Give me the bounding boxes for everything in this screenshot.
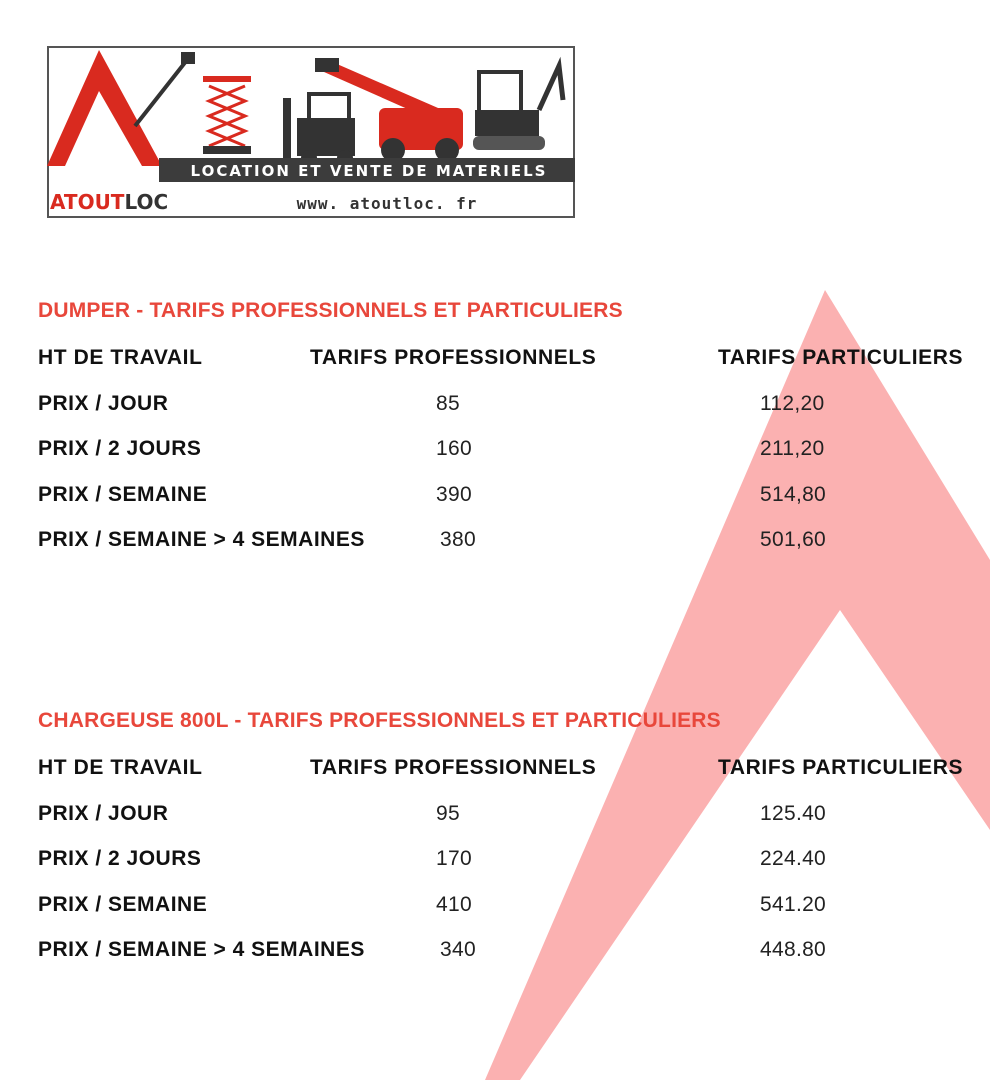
row-label: PRIX / JOUR (38, 392, 169, 415)
header-ht-de-travail: HT DE TRAVAIL (38, 756, 203, 779)
price-individual: 541.20 (760, 893, 827, 916)
header-tarifs-professionnels: TARIFS PROFESSIONNELS (310, 346, 597, 369)
price-professional: 340 (440, 938, 476, 961)
price-individual: 448.80 (760, 938, 827, 961)
logo-brand-part1: ATOUT (50, 190, 125, 214)
logo-website: www. atoutloc. fr (296, 194, 478, 213)
header-tarifs-particuliers: TARIFS PARTICULIERS (718, 756, 964, 779)
header-ht-de-travail: HT DE TRAVAIL (38, 346, 203, 369)
price-individual: 514,80 (760, 483, 827, 506)
section-title: CHARGEUSE 800L - TARIFS PROFESSIONNELS ET PARTICULIERS (38, 709, 721, 732)
price-professional: 380 (440, 528, 476, 551)
price-individual: 224.40 (760, 847, 827, 870)
row-label: PRIX / SEMAINE (38, 893, 208, 916)
header-tarifs-particuliers: TARIFS PARTICULIERS (718, 346, 964, 369)
price-individual: 501,60 (760, 528, 827, 551)
logo-brand-name (50, 190, 168, 214)
price-professional: 85 (436, 392, 460, 415)
logo-brand-part2: LOC (124, 190, 169, 214)
logo-tagline: LOCATION ET VENTE DE MATERIELS (190, 162, 548, 180)
price-professional: 95 (436, 802, 460, 825)
price-individual: 112,20 (760, 392, 825, 415)
row-label: PRIX / SEMAINE > 4 SEMAINES (38, 528, 365, 551)
row-label: PRIX / JOUR (38, 802, 169, 825)
price-individual: 211,20 (760, 437, 825, 460)
row-label: PRIX / 2 JOURS (38, 847, 202, 870)
price-professional: 410 (436, 893, 472, 916)
row-label: PRIX / 2 JOURS (38, 437, 202, 460)
section-title: DUMPER - TARIFS PROFESSIONNELS ET PARTICULIERS (38, 299, 623, 322)
price-individual: 125.40 (760, 802, 827, 825)
atoutloc-logo (47, 46, 575, 218)
price-professional: 390 (436, 483, 472, 506)
row-label: PRIX / SEMAINE (38, 483, 208, 506)
price-professional: 170 (436, 847, 472, 870)
header-tarifs-professionnels: TARIFS PROFESSIONNELS (310, 756, 597, 779)
price-professional: 160 (436, 437, 472, 460)
row-label: PRIX / SEMAINE > 4 SEMAINES (38, 938, 365, 961)
